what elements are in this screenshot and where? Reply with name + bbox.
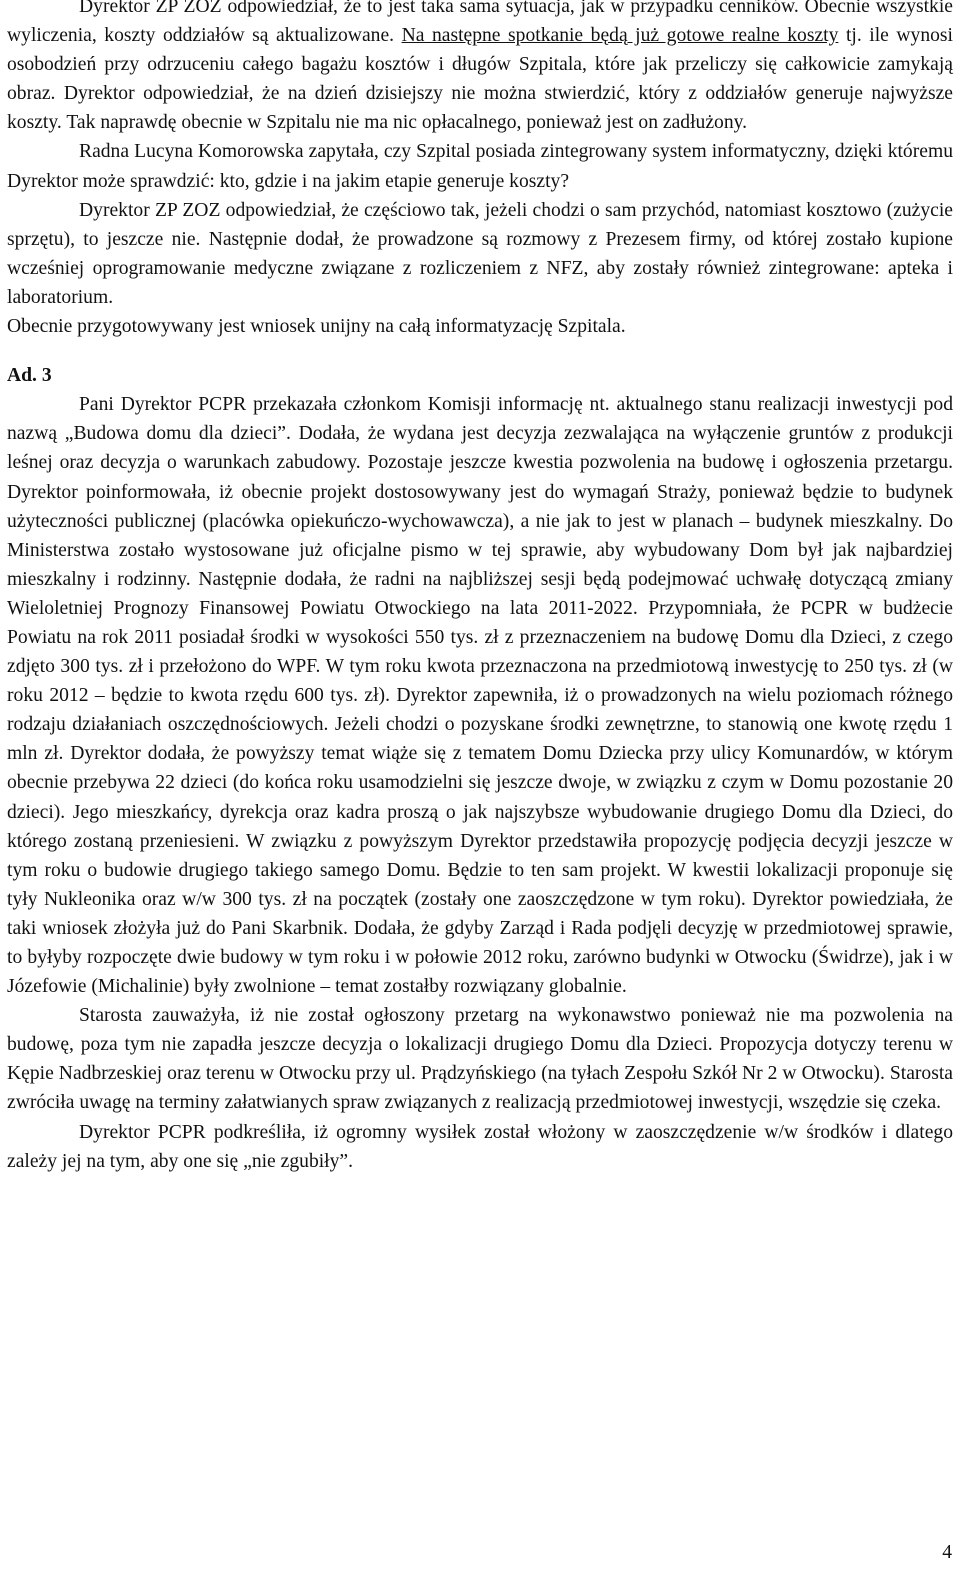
paragraph-pcpr-closing: Dyrektor PCPR podkreśliła, iż ogromny wysiłek został włożony w zaoszczędzenie w/w środków i dlatego zależy jej na tym, aby one się „nie zgubiły”. — [7, 1121, 953, 1172]
document-page — [7, 0, 953, 1176]
paragraph-starosta: Starosta zauważyła, iż nie został ogłoszony przetarg na wykonawstwo ponieważ nie ma pozwolenia na budowę, poza tym nie zapadła jeszcze decyzja o lokalizacji drugiego Domu dla Dzieci. Propozycja dotyczy terenu w Kępie Nadbrzeskiej oraz terenu w Otwocku przy ul. Prądzyńskiego (na tyłach Zespołu Szkół Nr 2 w Otwocku). Starosta zwróciła uwagę na terminy załatwianych spraw związanych z realizacją przedmiotowej inwestycji, wszędzie się czeka. — [7, 1005, 953, 1114]
paragraph-text: tj. ile wynosi osobodzień przy odrzuceniu całego bagażu kosztów i długów Szpitala, które jak przeliczy się całkowicie zamykają obraz. Dyrektor odpowiedział, że na dzień dzisiejszy nie można stwierdzić, który z oddziałów generuje najwyższe koszty. Tak naprawdę obecnie w Szpitalu nie ma nic opłacalnego, ponieważ jest on zadłużony. — [7, 25, 953, 134]
underlined-text: Na następne spotkanie będą już gotowe realne koszty — [401, 25, 839, 47]
paragraph-councillor-question: Radna Lucyna Komorowska zapytała, czy Szpital posiada zintegrowany system informatyczny, dzięki któremu Dyrektor może sprawdzić: kto, gdzie i na jakim etapie generuje koszty? — [7, 141, 953, 192]
paragraph-pcpr-report: Pani Dyrektor PCPR przekazała członkom Komisji informację nt. aktualnego stanu realizacji inwestycji pod nazwą „Budowa domu dla dzieci”. Dodała, że wydana jest decyzja zezwalająca na wyłączenie gruntów z produkcji leśnej oraz decyzja o warunkach zabudowy. Pozostaje jeszcze kwestia pozwolenia na budowę i ogłoszenia przetargu. Dyrektor poinformowała, iż obecnie projekt dostosowywany jest do wymagań Straży, ponieważ będzie to budynek użyteczności publicznej (placówka opiekuńczo-wychowawcza), a nie jak to jest w planach – budynek mieszkalny. Do Ministerstwa zostało wystosowane już oficjalne pismo w tej sprawie, aby wybudowany Dom był jak najbardziej mieszkalny i rodzinny. Następnie dodała, że radni na najbliższej sesji będą podejmować uchwałę dotyczącą zmiany Wieloletniej Prognozy Finansowej Powiatu Otwockiego na lata 2011-2022. Przypomniała, że PCPR w budżecie Powiatu na rok 2011 posiadał środki w wysokości 550 tys. zł z przeznaczeniem na budowę Domu dla Dzieci, z czego zdjęto 300 tys. zł i przełożono do WPF. W tym roku kwota przeznaczona na przedmiotową inwestycję to 250 tys. zł (w roku 2012 – będzie to kwota rzędu 600 tys. zł). Dyrektor zapewniła, iż o prowadzonych na wielu poziomach różnego rodzaju działaniach oszczędnościowych. Jeżeli chodzi o pozyskane środki zewnętrzne, to stanowią one kwotę rzędu 1 mln zł. Dyrektor dodała, że powyższy temat wiąże się z tematem Domu Dziecka przy ulicy Komunardów, w którym obecnie przebywa 22 dzieci (do końca roku usamodzielni się jeszcze dwoje, w związku z czym w Domu pozostanie 20 dzieci). Jego mieszkańcy, dyrekcja oraz kadra proszą o jak najszybsze wybudowanie drugiego Domu dla Dzieci, do którego zostaną przeniesieni. W związku z powyższym Dyrektor przedstawiła propozycję podjęcia decyzji jeszcze w tym roku o budowie drugiego takiego samego Domu. Będzie to ten sam projekt. W kwestii lokalizacji proponuje się tyły Nukleonika oraz w/w 300 tys. zł na początek (zostały one zaoszczędzone w tym roku). Dyrektor powiedziała, że taki wniosek złożyła już do Pani Skarbnik. Dodała, że gdyby Zarząd i Rada podjęli decyzję w przedmiotowej sprawie, to byłyby rozpoczęte dwie budowy w tym roku i w połowie 2012 roku, zarówno budynki w Otwocku (Świdrze), jak i w Józefowie (Michalinie) były zwolnione – temat zostałby rozwiązany globalnie. — [7, 394, 953, 998]
paragraph-director-answer — [7, 0, 953, 137]
paragraph-eu-application: Obecnie przygotowywany jest wniosek unijny na całą informatyzację Szpitala. — [7, 316, 626, 338]
paragraph-text: Dyrektor ZP ZOZ odpowiedział, że to jest taka sama sytuacja, jak w przypadku cenników. Obecnie wszystkie wyliczenia, koszty oddziałów są aktualizowane. — [7, 0, 953, 47]
page-number: 4 — [942, 1542, 952, 1563]
paragraph-director-it-answer: Dyrektor ZP ZOZ odpowiedział, że częściowo tak, jeżeli chodzi o sam przychód, natomiast kosztowo (zużycie sprzętu), to jeszcze nie. Następnie dodał, że prowadzone są rozmowy z Prezesem firmy, od której zostało kupione wcześniej oprogramowanie medyczne związane z rozliczeniem z NFZ, aby zostały również zintegrowane: apteka i laboratorium. — [7, 199, 953, 308]
section-heading: Ad. 3 — [7, 365, 52, 387]
